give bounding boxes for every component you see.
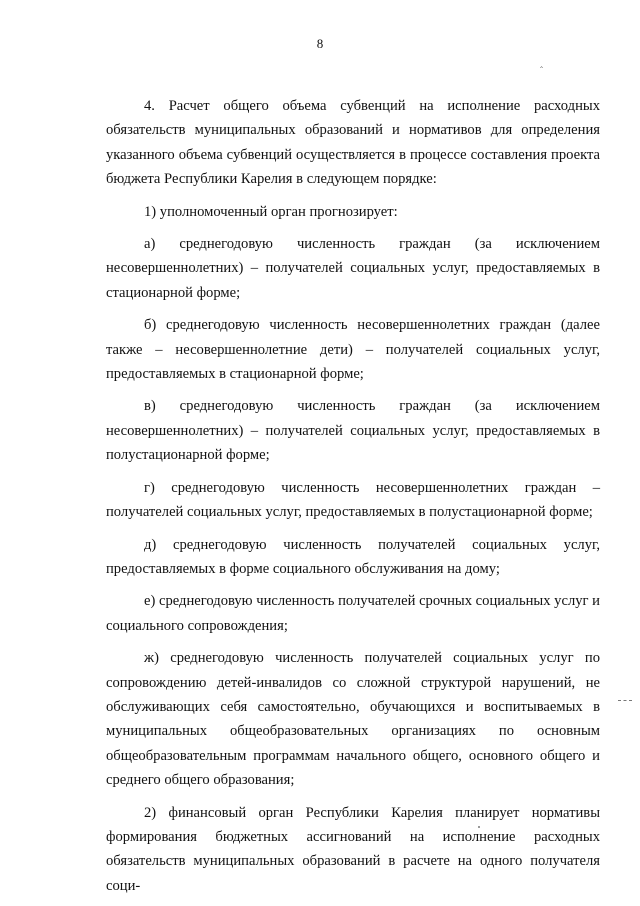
paragraph-item-v: в) среднегодовую численность граждан (за исключением несовершеннолетних) – получателей социальных услуг, предоставляемых в полустационарной форме; [106, 398, 600, 464]
paragraph-item-b: б) среднегодовую численность несовершеннолетних граждан (далее также – несовершеннолетние дети) – получателей социальных услуг, предоставляемых в стационарной форме; [106, 317, 600, 383]
document-body [106, 94, 600, 906]
paragraph-item-2: 2) финансовый орган Республики Карелия планирует нормативы формирования бюджетных ассигнований на исполнение расходных обязательств муниципальных образований в расчете на одного получателя соци- [106, 804, 600, 894]
paragraph-item-a: а) среднегодовую численность граждан (за исключением несовершеннолетних) – получателей социальных услуг, предоставляемых в стационарной форме; [106, 236, 600, 301]
paragraph-4-intro: 4. Расчет общего объема субвенций на исполнение расходных обязательств муниципальных образований и нормативов для определения указанного объема субвенций осуществляется в процессе составления проекта бюджета Республики Карелия в следующем порядке: [106, 98, 600, 188]
page-number: 8 [316, 36, 324, 51]
paragraph-item-g: г) среднегодовую численность несовершеннолетних граждан – получателей социальных услуг, предоставляемых в полустационарной форме; [106, 479, 600, 521]
paragraph-item-1: 1) уполномоченный орган прогнозирует: [144, 203, 398, 220]
scan-mark: ‸ [540, 58, 544, 68]
paragraph-item-e: е) среднегодовую численность получателей срочных социальных услуг и социального сопровождения; [106, 593, 600, 634]
paragraph-item-d: д) среднегодовую численность получателей социальных услуг, предоставляемых в форме социального обслуживания на дому; [106, 536, 600, 577]
margin-mark [618, 700, 632, 702]
paragraph-item-zh: ж) среднегодовую численность получателей социальных услуг по сопровождению детей-инвалидов со сложной структурой нарушений, не обслуживающих себя самостоятельно, обучающихся и воспитываемых в муниципальных общеобразовательных организациях по основным общеобразовательным программам начального общего, основного общего и среднего общего образования; [106, 650, 600, 789]
